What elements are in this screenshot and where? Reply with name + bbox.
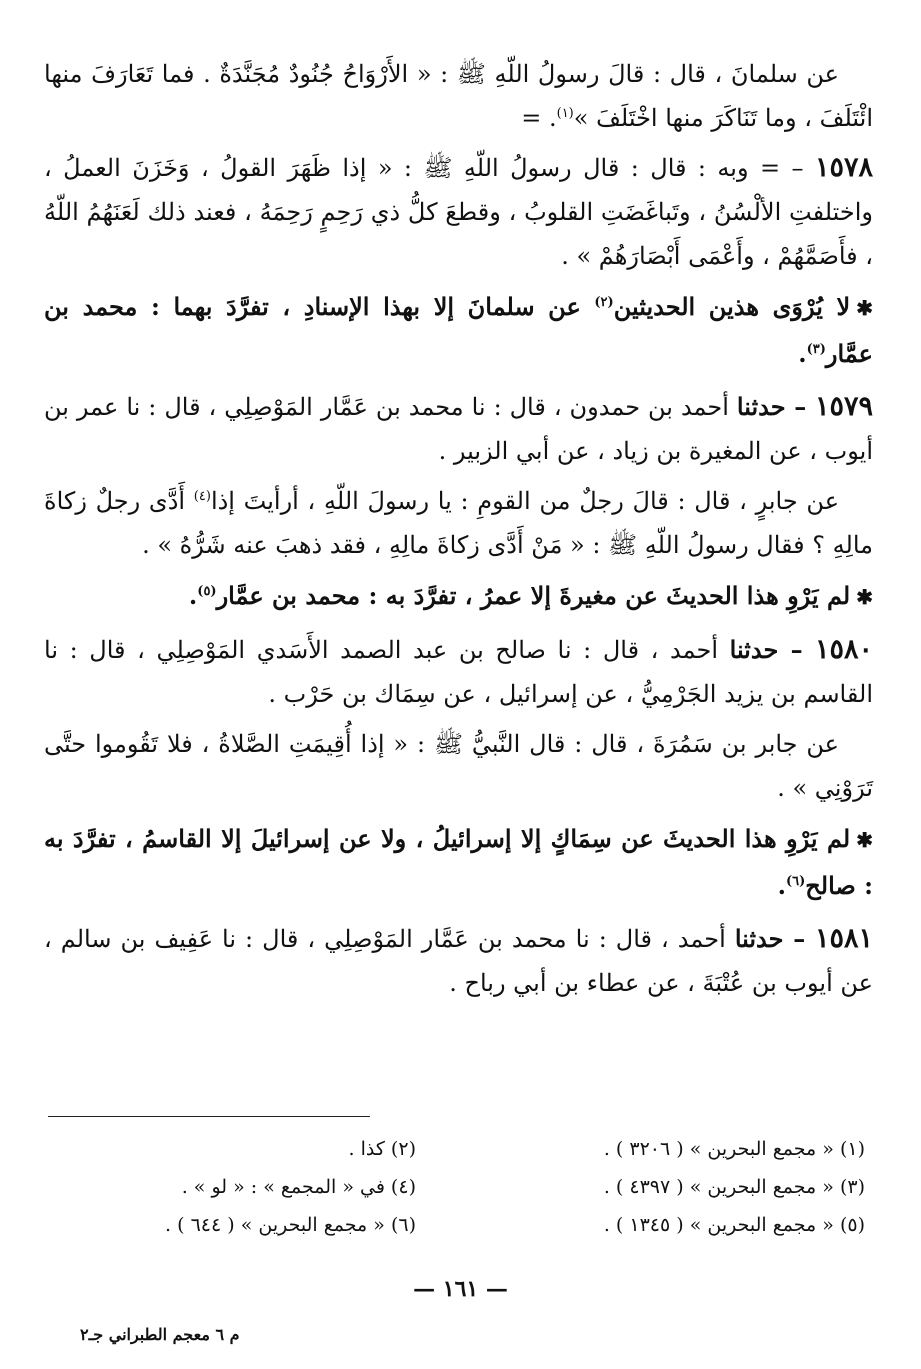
- paragraph-text: أحمد بن حمدون ، قال : نا محمد بن عَمَّار المَوْصِلِي ، قال : نا عمر بن أيوب ، عن المغيرة بن زياد ، عن أبي الزبير .: [44, 393, 873, 465]
- footnote: (٣) « مجمع البحرين » ( ٤٣٩٧ ) .: [603, 1176, 865, 1198]
- paragraph-text: عن سلمانَ ، قال : قالَ رسولُ اللّهِ ﷺ : « الأَرْوَاحُ جُنُودٌ مُجَنَّدَةٌ . فما تَعَارَفَ منها ائْتَلَفَ ، وما تَنَاكَرَ منها اخْتَلَفَ »: [44, 60, 873, 132]
- note-text: لم يَرْوِ هذا الحديثَ عن مغيرةَ إلا عمرُ ، تفرَّدَ به : محمد بن عمَّار: [216, 581, 851, 610]
- hadith-number: ١٥٨٠: [814, 634, 873, 665]
- note-tail: .: [798, 339, 807, 368]
- asterisk-icon: ✱: [856, 296, 873, 320]
- hadith-number: ١٥٧٨: [814, 152, 873, 183]
- hadith-lead: – حدثنا: [736, 392, 815, 421]
- footnote: (١) « مجمع البحرين » ( ٣٢٠٦ ) .: [603, 1138, 865, 1160]
- paragraph-text: عن جابر بن سَمُرَةَ ، قال : قال النَّبيُّ ﷺ : « إذا أُقِيمَتِ الصَّلاةُ ، فلا تَقُوموا حتَّى تَرَوْنِي » .: [44, 730, 873, 802]
- paragraph-text: أحمد ، قال : نا محمد بن عَمَّار المَوْصِلِي ، قال : نا عَفِيف بن سالم ، عن أيوب بن عُتْبَةَ ، عن عطاء بن أبي رباح .: [44, 925, 873, 997]
- hadith-number: ١٥٧٩: [814, 391, 873, 422]
- paragraph-text: أحمد ، قال : نا صالح بن عبد الصمد الأَسَدي المَوْصِلِي ، قال : نا القاسم بن يزيد الجَرْمِيُّ ، عن إسرائيل ، عن سِمَاك بن حَرْب .: [44, 636, 873, 708]
- hadith-paragraph: [44, 479, 873, 567]
- paragraph-tail: . =: [521, 104, 557, 132]
- footnote: (٤) في « المجمع » : « لو » .: [181, 1176, 416, 1198]
- asterisk-icon: ✱: [856, 585, 873, 609]
- note-tail: .: [777, 871, 786, 900]
- asterisk-icon: ✱: [856, 828, 873, 852]
- commentary-note: [44, 284, 873, 377]
- footnote-ref: (٣): [806, 342, 826, 357]
- footnote-ref: (١): [556, 106, 574, 121]
- footnotes: [56, 1130, 865, 1244]
- hadith-paragraph: [44, 146, 873, 278]
- hadith-number: ١٥٨١: [814, 923, 873, 954]
- hadith-lead: – حدثنا: [734, 924, 815, 953]
- note-text: لم يَرْوِ هذا الحديثَ عن سِمَاكٍ إلا إسرائيلُ ، ولا عن إسرائيلَ إلا القاسمُ ، تفرَّدَ به : صالح: [44, 824, 873, 900]
- paragraph-tail: أَدَّى رجلٌ زكاةَ مالِهِ ؟ فقال رسولُ اللّهِ ﷺ : « مَنْ أَدَّى زكاةَ مالِهِ ، فقد ذهبَ عنه شَرُّهُ » .: [44, 487, 873, 559]
- footnote-ref: (٦): [785, 874, 806, 889]
- hadith-paragraph: [44, 385, 873, 473]
- note-tail: .: [188, 581, 198, 610]
- hadith-lead: – حدثنا: [729, 635, 815, 664]
- footnote-ref: (٥): [197, 584, 217, 599]
- note-text: لا يُرْوَى هذين الحديثين: [613, 292, 851, 321]
- commentary-note: [44, 816, 873, 909]
- printer-signature: م ٦ معجم الطبراني جـ٢: [80, 1325, 240, 1344]
- note-tail: عن سلمانَ إلا بهذا الإسنادِ ، تفرَّدَ بهما : محمد بن عمَّار: [44, 292, 873, 368]
- footnote: (٦) « مجمع البحرين » ( ٦٤٤ ) .: [165, 1214, 416, 1236]
- footnote-divider: [48, 1116, 370, 1117]
- page-body: [44, 52, 873, 1011]
- hadith-paragraph: [44, 722, 873, 810]
- footnote-row: [56, 1168, 865, 1206]
- paragraph-text: عن جابرٍ ، قال : قالَ رجلٌ من القومِ : يا رسولَ اللّهِ ، أرأيتَ إذا: [210, 487, 840, 515]
- footnote: (٢) كذا .: [348, 1138, 416, 1160]
- footnote-ref: (٤): [193, 489, 211, 504]
- footnote-row: [56, 1130, 865, 1168]
- hadith-paragraph: [44, 52, 873, 140]
- commentary-note: [44, 573, 873, 620]
- footnote: (٥) « مجمع البحرين » ( ١٣٤٥ ) .: [603, 1214, 865, 1236]
- page-number: — ١٦١ —: [413, 1276, 508, 1302]
- footnote-row: [56, 1206, 865, 1244]
- hadith-paragraph: [44, 917, 873, 1005]
- footnote-ref: (٢): [594, 295, 614, 310]
- hadith-paragraph: [44, 628, 873, 716]
- paragraph-text: – = وبه : قال : قال رسولُ اللّهِ ﷺ : « إذا ظَهَرَ القولُ ، وَخَزَنَ العملُ ، واختلفتِ الألْسُنُ ، وتَباغَضَتِ القلوبُ ، وقطعَ كلُّ ذي رَحِمٍ رَحِمَهُ ، فعند ذلك لَعَنَهُمُ اللّهُ ، فأَصَمَّهُمْ ، وأَعْمَى أَبْصَارَهُمْ » .: [44, 154, 873, 270]
